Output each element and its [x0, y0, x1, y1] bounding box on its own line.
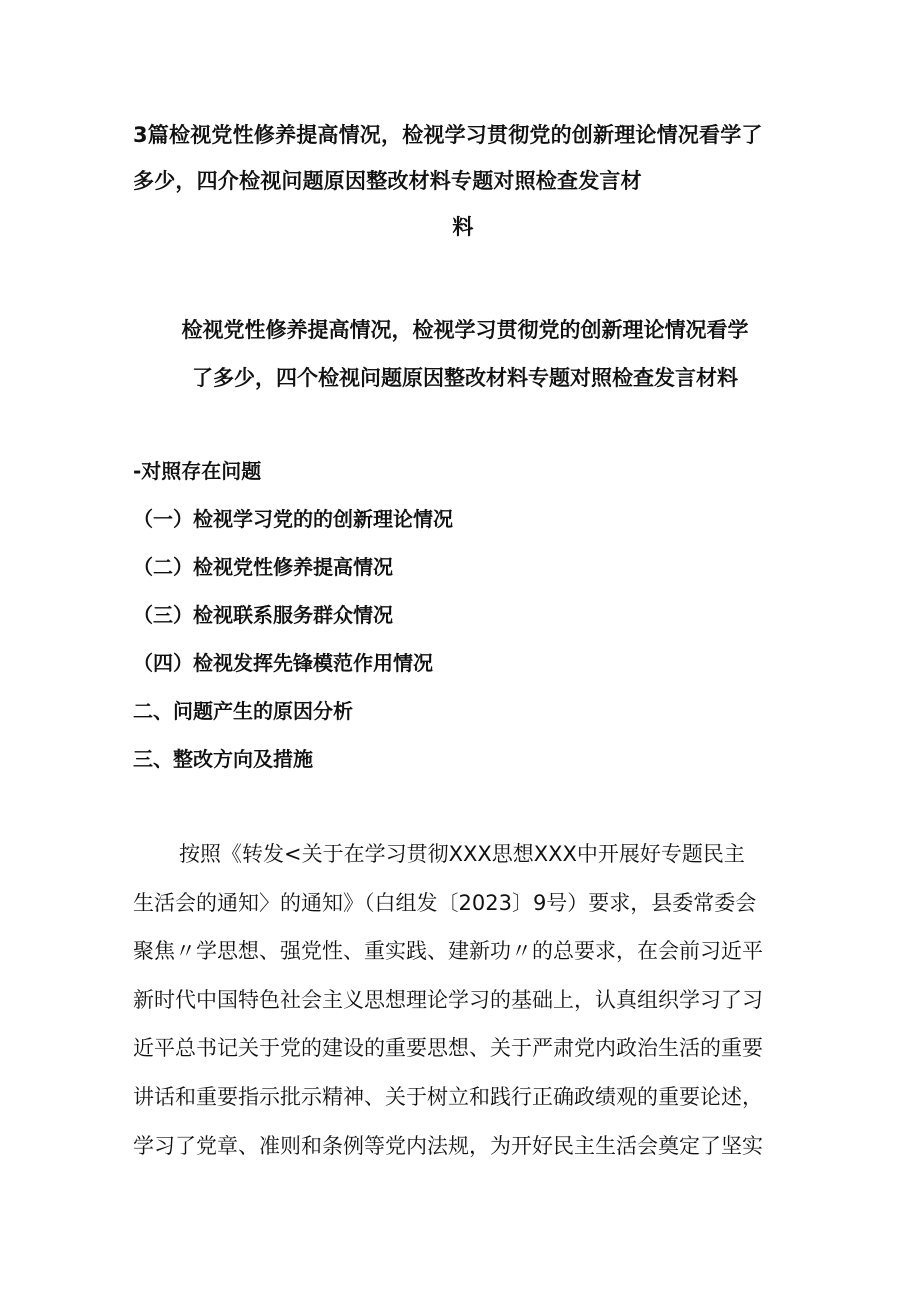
outline-list [133, 452, 833, 788]
title-line: 3篇检视党性修养提高情况，检视学习贯彻党的创新理论情况看学了 [133, 123, 763, 147]
document-title [133, 112, 793, 250]
subtitle-line: 了多少，四个检视问题原因整改材料专题对照检查发言材料 [192, 366, 738, 390]
outline-item: 二、问题产生的原因分析 [133, 699, 353, 723]
title-line: 料 [452, 215, 474, 239]
title-line: 多少，四介检视问题原因整改材料专题对照检查发言材 [133, 169, 642, 193]
paragraph-line: 按照《转发<关于在学习贯彻XXX思想XXX中开展好专题民主 [179, 842, 745, 866]
paragraph-line: 新时代中国特色社会主义思想理论学习的基础上，认真组织学习了习 [133, 987, 763, 1012]
paragraph-line: 学习了党章、准则和条例等党内法规，为开好民主生活会奠定了坚实 [133, 1133, 763, 1158]
paragraph-line: 讲话和重要指示批示精神、关于树立和践行正确政绩观的重要论述， [133, 1084, 763, 1109]
outline-item: （三）检视联系服务群众情况 [133, 603, 393, 627]
outline-item: （一）检视学习党的的创新理论情况 [133, 507, 453, 531]
outline-item: 三、整改方向及措施 [133, 747, 313, 771]
outline-item: （四）检视发挥先锋模范作用情况 [133, 651, 433, 675]
outline-item: -对照存在问题 [133, 459, 262, 483]
body-paragraph [133, 830, 798, 1170]
subtitle-line: 检视党性修养提高情况，检视学习贯彻党的创新理论情况看学 [181, 318, 749, 342]
paragraph-line: 近平总书记关于党的建设的重要思想、关于严肃党内政治生活的重要 [133, 1036, 763, 1061]
document-subtitle [150, 306, 780, 402]
paragraph-line: 生活会的通知〉的通知》（白组发〔2023〕9号）要求，县委常委会 [133, 890, 757, 915]
outline-item: （二）检视党性修养提高情况 [133, 555, 393, 579]
paragraph-line: 聚焦〃学思想、强党性、重实践、建新功〃的总要求，在会前习近平 [133, 939, 763, 964]
